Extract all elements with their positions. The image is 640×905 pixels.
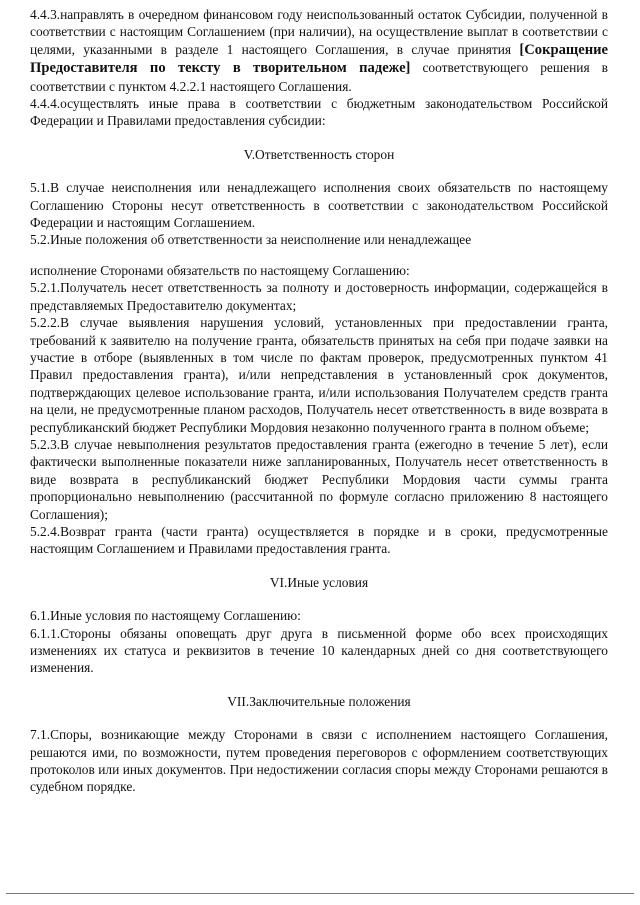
clause-5-2-continued: исполнение Сторонами обязательств по настоящему Соглашению: bbox=[30, 262, 410, 278]
clause-5-2: 5.2.Иные положения об ответственности за неисполнение или ненадлежащее bbox=[30, 232, 472, 248]
clause-5-1: 5.1.В случае неисполнения или ненадлежащего исполнения своих обязательств по настоящему Соглашению Стороны несут ответственность в соответствии с законодательством Российской Федерации и настоящим Соглашением. bbox=[30, 180, 608, 231]
document-page bbox=[30, 6, 608, 796]
clause-5-2-2: 5.2.2.В случае выявления нарушения условий, установленных при предоставлении гранта, требований к заявителю на получение гранта, обязательств принятых на себя при подаче заявки на участие в отборе (выявленных в том числе по фактам проверок, предусмотренных пунктом 41 Правил предоставления гранта), и/или непредставления в установленный срок документов, подтверждающих целевое использование гранта, и/или использования Получателем средств гранта на цели, не предусмотренные планом расходов, Получатель несет ответственность в виде возврата в республиканский бюджет Республики Мордовия незаконно полученного гранта в полном объеме; bbox=[30, 315, 608, 435]
clause-5-2-3: 5.2.3.В случае невыполнения результатов предоставления гранта (ежегодно в течение 5 лет), если фактически выполненные показатели ниже запланированных, Получатель несет ответственность в виде возврата в республиканский бюджет Республики Мордовия части суммы гранта пропорционально невыполнению (рассчитанной по формуле согласно приложению 8 настоящего Соглашения); bbox=[30, 436, 608, 522]
section-heading-v: V.Ответственность сторон bbox=[243, 146, 395, 162]
section-heading-vii: VII.Заключительные положения bbox=[227, 693, 411, 709]
placeholder-provider-name: [Сокращение Предоставителя по тексту в творительном падеже] bbox=[30, 41, 608, 77]
clause-4-4-3 bbox=[30, 6, 608, 95]
clause-5-2-1: 5.2.1.Получатель несет ответственность за полноту и достоверность информации, содержащейся в представляемых Предоставителю документах; bbox=[30, 280, 608, 313]
clause-4-4-3-tail: соответствующего решения в соответствии с пунктом 4.2.2.1 настоящего Соглашения. bbox=[30, 60, 609, 94]
clause-7-1: 7.1.Споры, возникающие между Сторонами в связи с исполнением настоящего Соглашения, решаются ими, по возможности, путем проведения переговоров с оформлением соответствующих протоколов или иных документов. При недостижении согласия споры между Сторонами решаются в судебном порядке. bbox=[30, 727, 608, 795]
clause-5-2-4: 5.2.4.Возврат гранта (части гранта) осуществляется в порядке и в сроки, предусмотренные настоящим Соглашением и Правилами предоставления гранта. bbox=[30, 523, 608, 557]
clause-4-4-4: 4.4.4.осуществлять иные права в соответствии с бюджетным законодательством Российской Федерации и Правилами предоставления субсидии: bbox=[30, 96, 608, 129]
clause-6-1: 6.1.Иные условия по настоящему Соглашению: bbox=[30, 608, 301, 624]
page-bottom-rule bbox=[6, 893, 634, 894]
clause-4-4-3-text: 4.4.3.направлять в очередном финансовом году неиспользованный остаток Субсидии, полученной в соответствии с настоящим Соглашением (при наличии), на осуществление выплат в соответствии с целями, указанными в разделе 1 настоящего Соглашения, в случае принятия bbox=[30, 7, 608, 57]
section-heading-vi: VI.Иные условия bbox=[269, 574, 369, 590]
clause-6-1-1: 6.1.1.Стороны обязаны оповещать друг друга в письменной форме обо всех происходящих изменениях их статуса и реквизитов в течение 10 календарных дней со дня соответствующего изменения. bbox=[30, 625, 608, 676]
